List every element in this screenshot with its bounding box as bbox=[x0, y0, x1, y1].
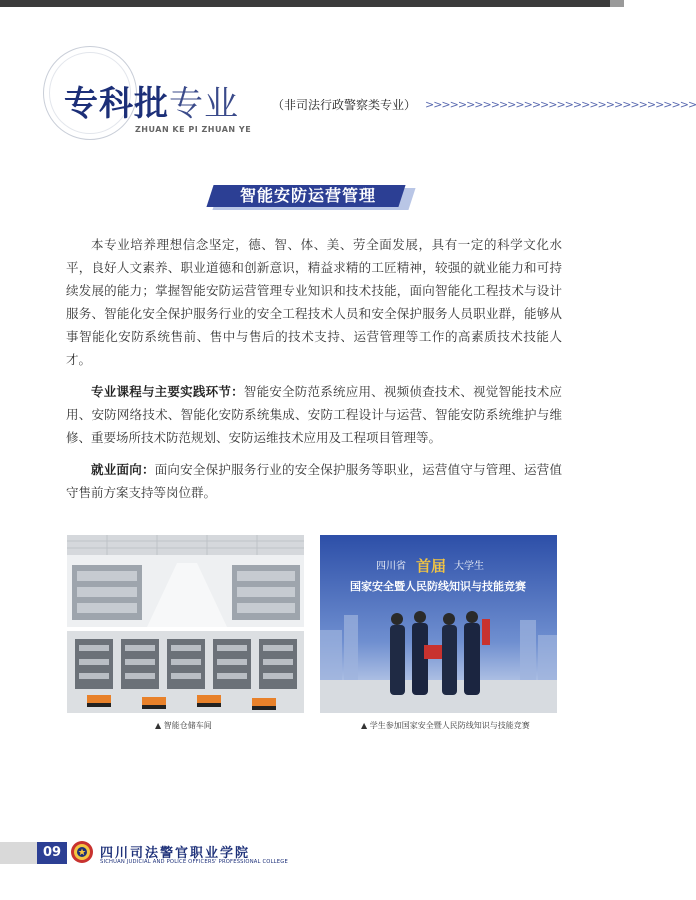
employment-label: 就业面向： bbox=[91, 462, 155, 477]
competition-photo bbox=[320, 535, 557, 713]
employment-text: 面向安全保护服务行业的安全保护服务等职业，运营值守与管理、运营值守售前方案支持等岗位群。 bbox=[66, 462, 562, 500]
chevron-decoration: >>>>>>>>>>>>>>>>>>>>>>>>>>>>>>>>> bbox=[425, 98, 696, 111]
top-bar-notch bbox=[610, 0, 624, 7]
courses-paragraph bbox=[66, 380, 562, 449]
employment-paragraph bbox=[66, 458, 562, 504]
intro-paragraph: 本专业培养理想信念坚定，德、智、体、美、劳全面发展，具有一定的科学文化水平，良好人文素养、职业道德和创新意识，精益求精的工匠精神，较强的就业能力和可持续发展的能力；掌握智能安防运营管理专业知识和技术技能，面向智能化工程技术与设计服务、智能化安全保护服务行业的安全工程技术人员和安全保护服务人员职业群，能够从事智能化安防系统售前、售中与售后的技术支持、运营管理等工作的高素质技术技能人才。 bbox=[66, 237, 562, 367]
warehouse-illustration bbox=[67, 535, 304, 713]
page-number: 09 bbox=[37, 842, 67, 864]
competition-illustration bbox=[320, 535, 557, 713]
banner-competition-name: 国家安全暨人民防线知识与技能竞赛 bbox=[350, 580, 526, 593]
page-title-pinyin: ZHUAN KE PI ZHUAN YE bbox=[135, 125, 252, 134]
banner-province: 四川省 bbox=[376, 561, 406, 572]
courses-label: 专业课程与主要实践环节： bbox=[91, 384, 244, 399]
footer-gray-bar bbox=[0, 842, 37, 864]
warehouse-photo-caption: ▲ 智能仓储车间 bbox=[155, 721, 212, 730]
major-description bbox=[66, 233, 562, 513]
top-bar bbox=[0, 0, 624, 7]
college-name-en: SICHUAN JUDICIAL AND POLICE OFFICERS' PROFESSIONAL COLLEGE bbox=[100, 859, 288, 865]
courses-text: 智能安全防范系统应用、视频侦查技术、视觉智能技术应用、安防网络技术、智能化安防系统集成、安防工程设计与运营、智能安防系统维护与维修、重要场所技术防范规划、安防运维技术应用及工程项目管理等。 bbox=[66, 384, 562, 445]
police-emblem-icon bbox=[70, 840, 94, 864]
page-title bbox=[64, 76, 239, 125]
page-title-light: 专业 bbox=[169, 84, 239, 124]
banner-student: 大学生 bbox=[454, 561, 484, 572]
banner-first: 首届 bbox=[416, 557, 447, 575]
page-subtitle: （非司法行政警察类专业） bbox=[272, 98, 417, 112]
page-title-bold: 专科批 bbox=[64, 84, 169, 124]
major-title-banner bbox=[210, 185, 414, 211]
competition-photo-caption: ▲ 学生参加国家安全暨人民防线知识与技能竞赛 bbox=[361, 721, 530, 730]
warehouse-photo bbox=[67, 535, 304, 713]
college-name-cn: 四川司法警官职业学院 bbox=[100, 846, 251, 861]
major-title: 智能安防运营管理 bbox=[239, 186, 376, 205]
